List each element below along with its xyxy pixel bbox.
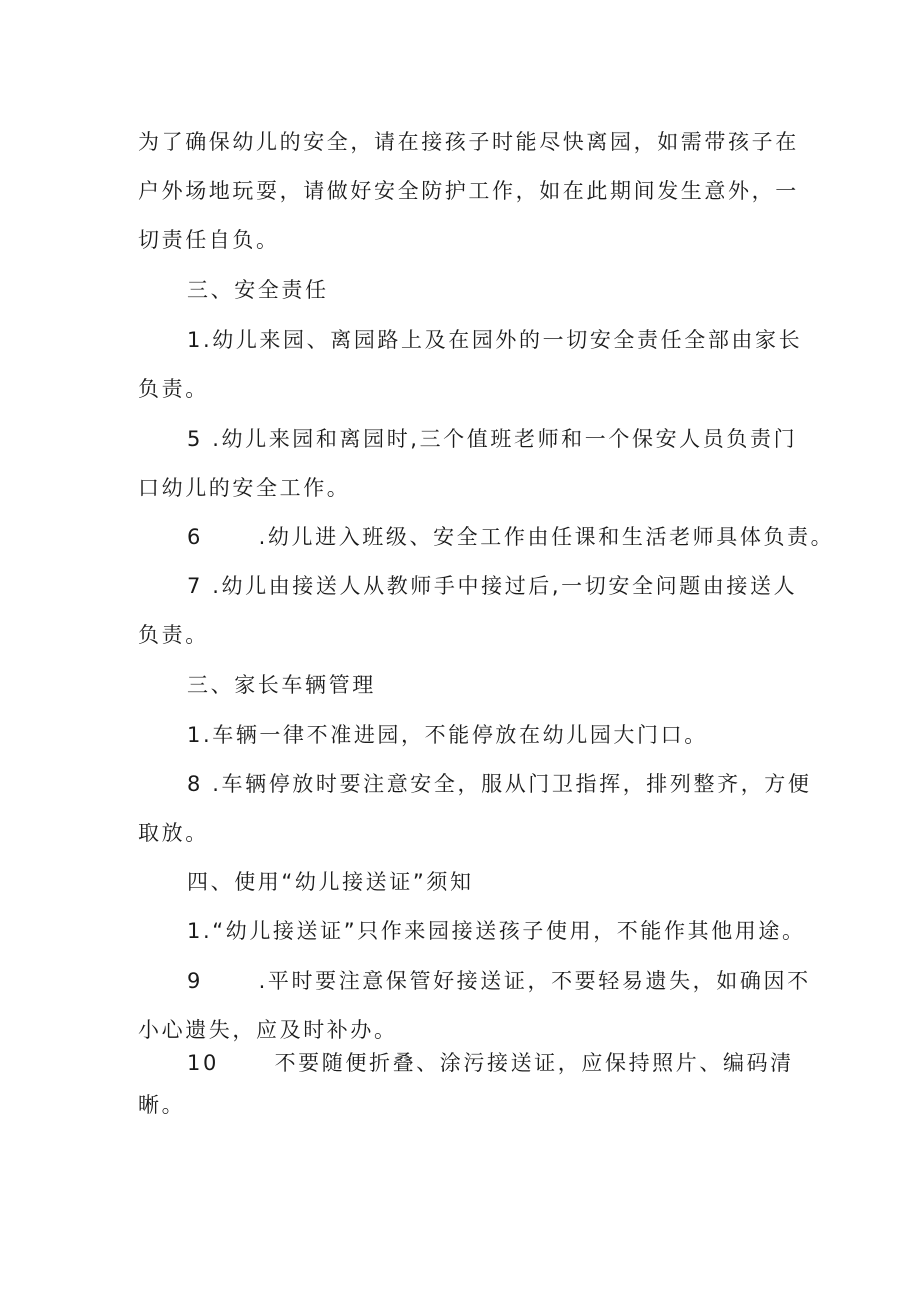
paragraph-line: 5 .幼儿来园和离园时,三个值班老师和一个保安人员负责门 — [187, 427, 798, 451]
paragraph-line: 切责任自负。 — [138, 228, 280, 252]
section-heading-vehicle — [187, 661, 847, 710]
heading-text: 三、安全责任 — [187, 278, 329, 302]
paragraph-line: 户外场地玩耍，请做好安全防护工作，如在此期间发生意外，一 — [138, 179, 799, 203]
paragraph-line: 10 不要随便折叠、涂污接送证，应保持照片、编码清 — [187, 1051, 794, 1075]
paragraph-line: 小心遗失，应及时补办。 — [138, 1018, 398, 1042]
paragraph-line: 负责。 — [138, 377, 209, 401]
paragraph-safety-5 — [138, 415, 798, 513]
paragraph-card-1 — [187, 907, 847, 956]
paragraph-vehicle-8 — [138, 760, 812, 858]
paragraph-safety-6 — [187, 513, 847, 562]
paragraph-line: 9 .平时要注意保管好接送证，不要轻易遗失，如确因不 — [187, 969, 811, 993]
paragraph-safety-7 — [138, 562, 798, 660]
paragraph-line: 6 .幼儿进入班级、安全工作由任课和生活老师具体负责。 — [187, 525, 835, 549]
paragraph-line: 7 .幼儿由接送人从教师手中接过后,一切安全问题由接送人 — [187, 574, 798, 598]
paragraph-line: 取放。 — [138, 821, 209, 845]
paragraph-card-10 — [138, 1039, 798, 1122]
paragraph-line: 负责。 — [138, 623, 209, 647]
paragraph-intro — [138, 118, 798, 265]
heading-text: 三、家长车辆管理 — [187, 673, 376, 697]
paragraph-line: 晰。 — [138, 1093, 186, 1117]
heading-text: 四、使用“幼儿接送证”须知 — [187, 870, 474, 894]
paragraph-line: 1.“幼儿接送证”只作来园接送孩子使用，不能作其他用途。 — [187, 919, 806, 943]
section-heading-card — [187, 858, 847, 907]
paragraph-line: 1.幼儿来园、离园路上及在园外的一切安全责任全部由家长 — [187, 328, 803, 352]
section-heading-safety — [187, 266, 847, 315]
paragraph-safety-1 — [138, 316, 803, 414]
paragraph-line: 口幼儿的安全工作。 — [138, 476, 351, 500]
paragraph-line: 1.车辆一律不准进园，不能停放在幼儿园大门口。 — [187, 723, 708, 747]
paragraph-line: 为了确保幼儿的安全，请在接孩子时能尽快离园，如需带孩子在 — [138, 130, 799, 154]
paragraph-line: 8 .车辆停放时要注意安全，服从门卫指挥，排列整齐，方便 — [187, 772, 812, 796]
paragraph-vehicle-1 — [187, 711, 847, 760]
